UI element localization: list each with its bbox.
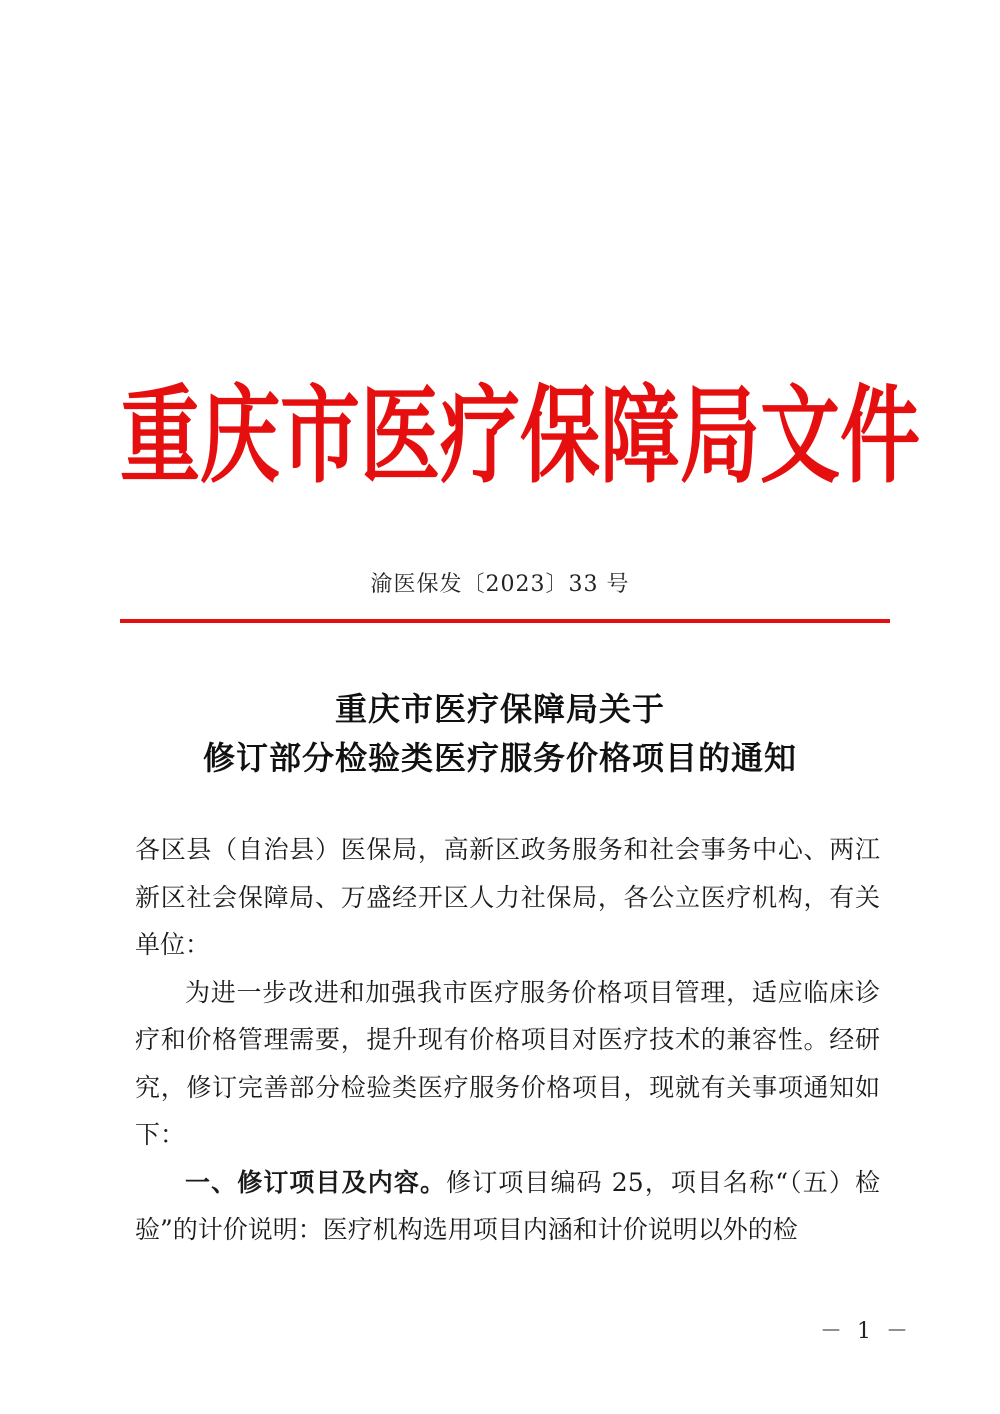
masthead-char: 障 (600, 374, 680, 498)
addressee-paragraph: 各区县（自治县）医保局，高新区政务服务和社会事务中心、两江新区社会保障局、万盛经开区人力社保局，各公立医疗机构，有关单位： (135, 835, 880, 959)
masthead-char: 医 (360, 374, 440, 498)
masthead-char: 文 (760, 374, 840, 498)
section-1-heading: 一、修订项目及内容。 (185, 1167, 447, 1197)
section-1-paragraph (135, 1159, 880, 1254)
document-body (135, 826, 880, 1254)
section-1-text: 修订项目编码 25，项目名称“（五）检验”的计价说明：医疗机构选用项目内涵和计价说明以外的检 (135, 1167, 880, 1244)
masthead-char: 重 (120, 374, 200, 498)
masthead-char: 局 (680, 374, 760, 498)
document-title-line-1: 重庆市医疗保障局关于 (334, 690, 665, 728)
masthead-char: 庆 (200, 374, 280, 498)
header-divider-rule (120, 619, 890, 623)
document-title-line-2: 修订部分检验类医疗服务价格项目的通知 (202, 739, 797, 777)
intro-paragraph: 为进一步改进和加强我市医疗服务价格项目管理，适应临床诊疗和价格管理需要，提升现有价格项目对医疗技术的兼容性。经研究，修订完善部分检验类医疗服务价格项目，现就有关事项通知如下： (135, 977, 880, 1149)
masthead-char: 保 (520, 374, 600, 498)
masthead-char: 件 (840, 374, 920, 498)
document-masthead (120, 372, 920, 502)
document-number: 渝医保发〔2023〕33 号 (370, 572, 630, 597)
masthead-char: 市 (280, 374, 360, 498)
masthead-char: 疗 (440, 374, 520, 498)
page-number: － 1 － (820, 1319, 912, 1344)
